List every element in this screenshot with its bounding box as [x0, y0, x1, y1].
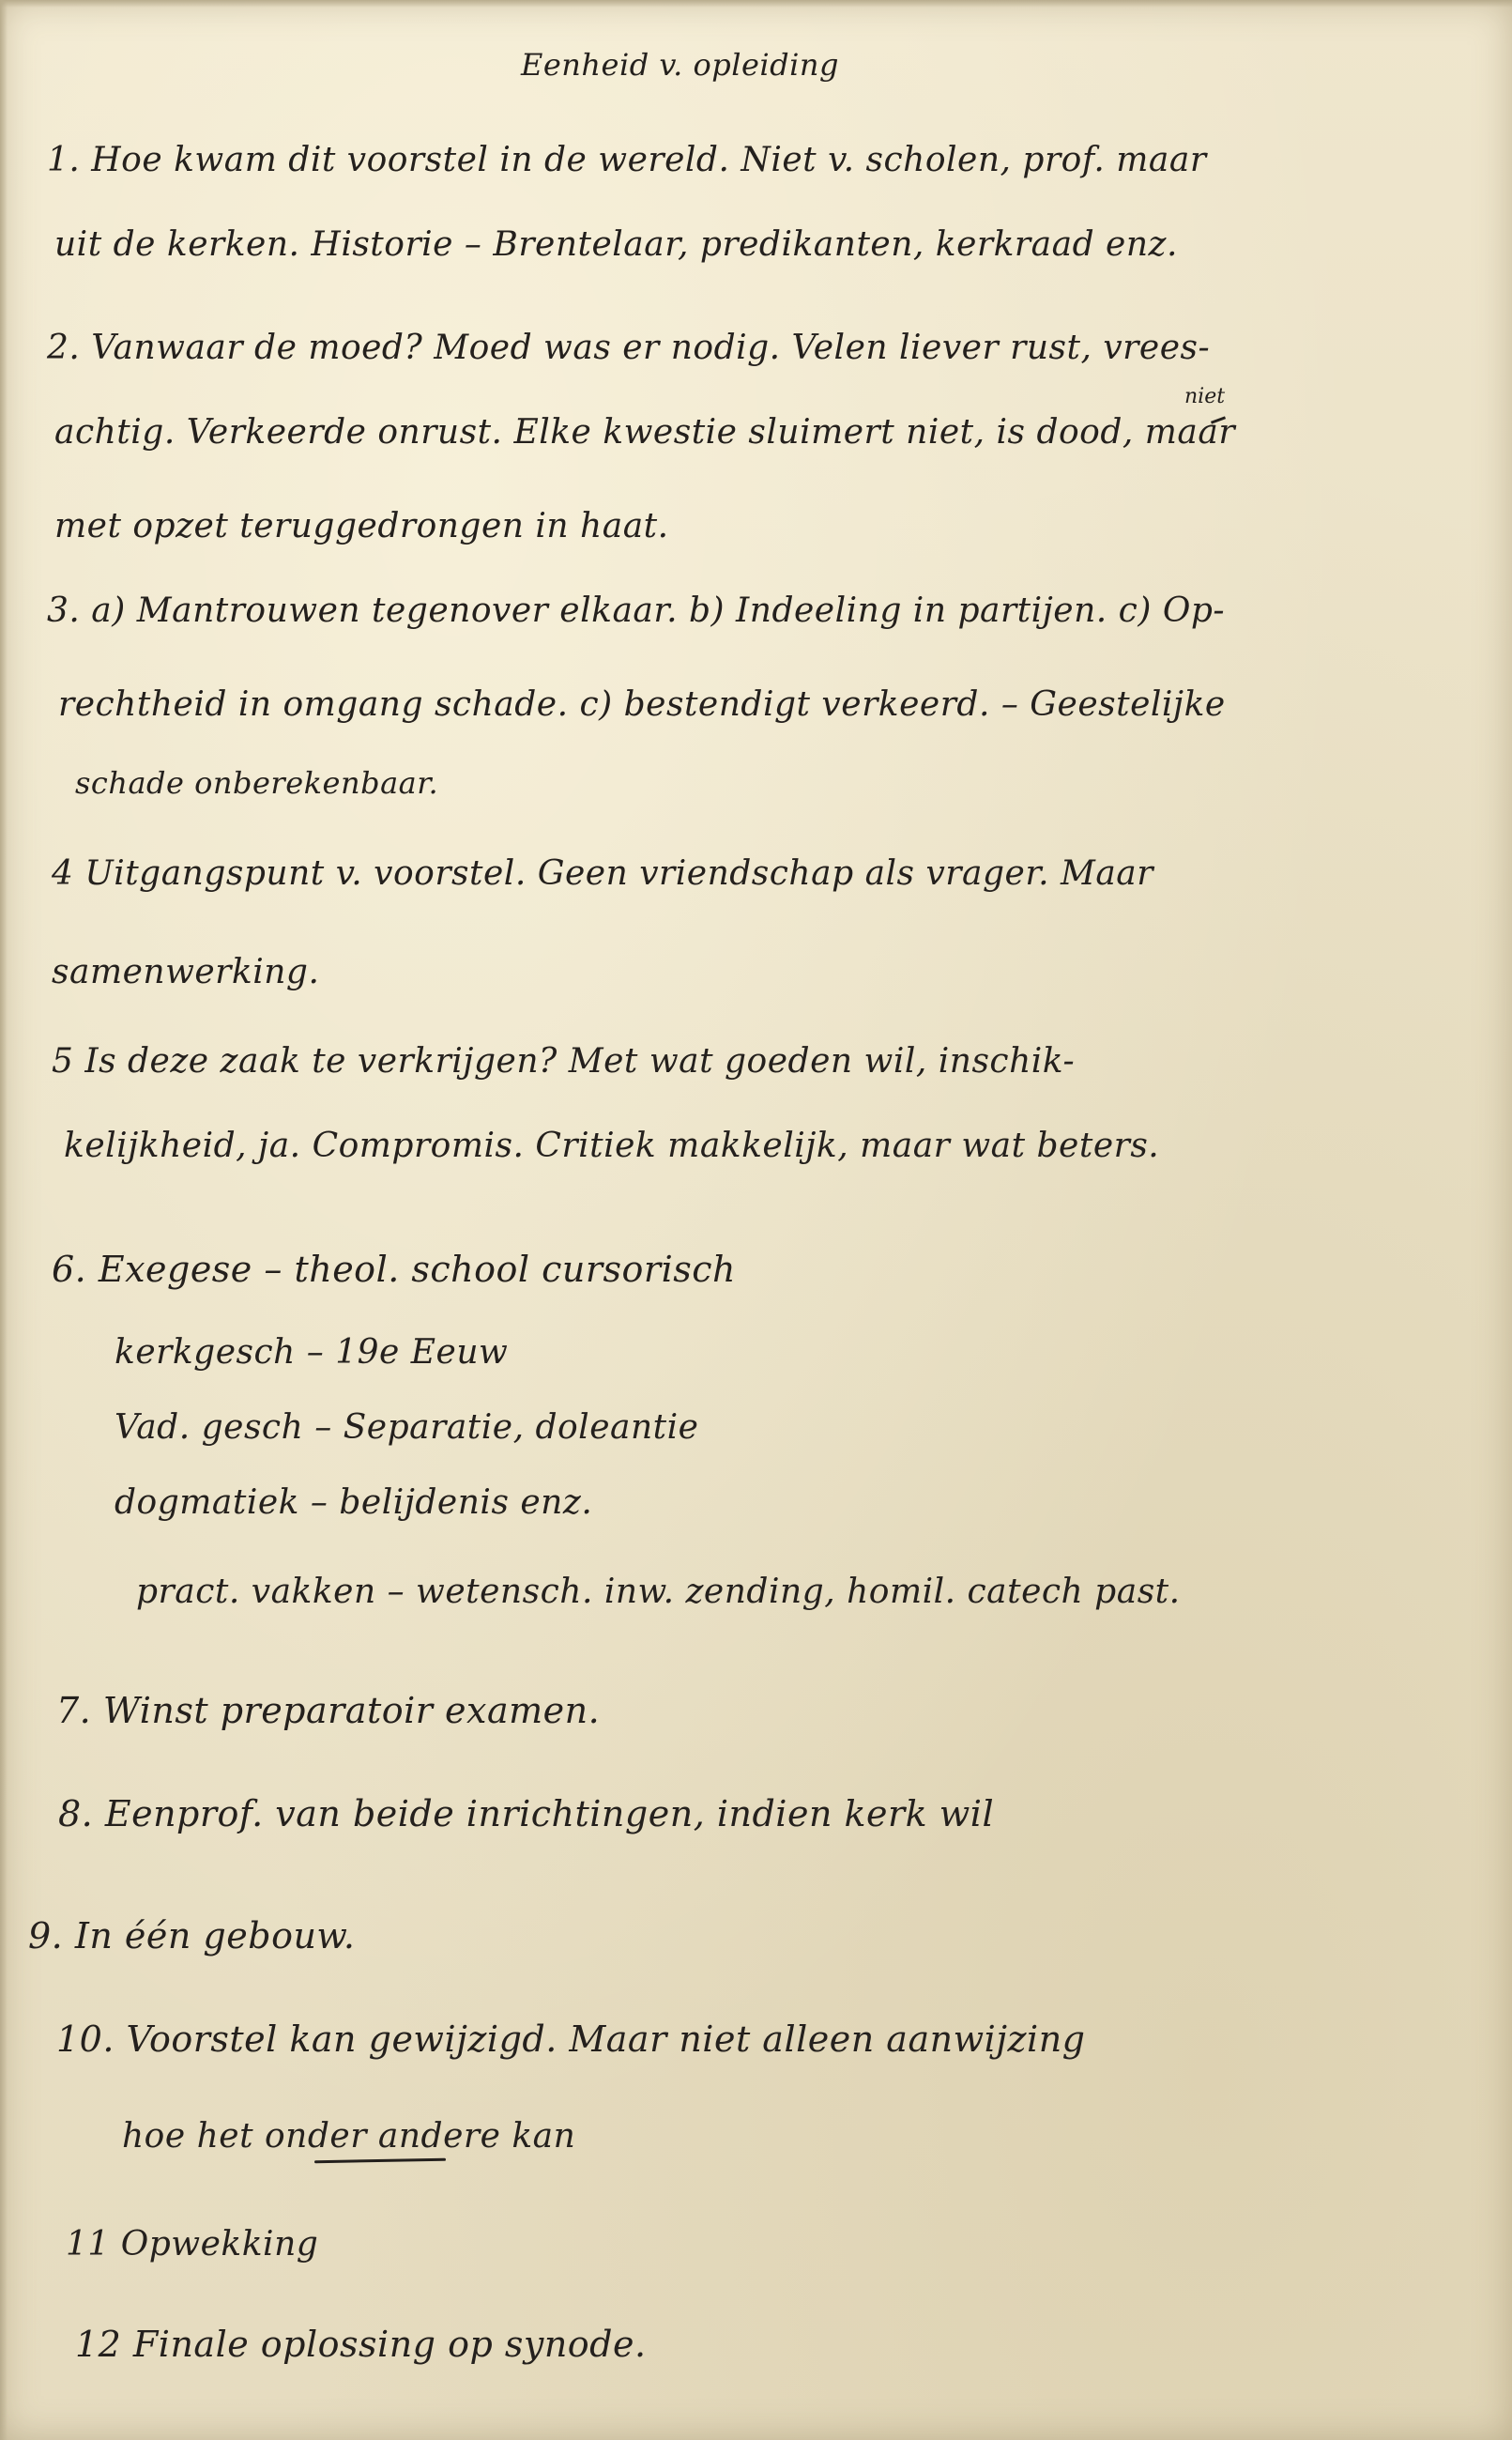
text-line: 9. In één gebouw. — [28, 1915, 356, 1957]
text-line: schade onberekenbaar. — [75, 765, 439, 801]
text-line: 8. Eenprof. van beide inrichtingen, indien kerk wil — [58, 1793, 995, 1834]
text-line: kerkgesch – 19e Eeuw — [115, 1333, 509, 1372]
text-line: kelijkheid, ja. Compromis. Critiek makkelijk, maar wat beters. — [64, 1127, 1160, 1165]
text-line: 4 Uitgangspunt v. voorstel. Geen vriendschap als vrager. Maar — [52, 854, 1153, 893]
text-line: Vad. gesch – Separatie, doleantie — [115, 1408, 699, 1447]
text-line: 5 Is deze zaak te verkrijgen? Met wat goeden wil, inschik- — [52, 1042, 1076, 1081]
text-line: hoe het onder andere kan — [122, 2117, 576, 2156]
page-edge-top — [0, 0, 1512, 8]
text-line: 3. a) Mantrouwen tegenover elkaar. b) Indeeling in partijen. c) Op- — [47, 591, 1226, 630]
text-line: 11 Opwekking — [66, 2225, 319, 2264]
text-line: met opzet teruggedrongen in haat. — [54, 507, 669, 545]
text-line: 2. Vanwaar de moed? Moed was er nodig. Velen liever rust, vrees- — [47, 329, 1211, 367]
page-title: Eenheid v. opleiding — [521, 47, 839, 83]
underline-mark — [314, 2158, 446, 2163]
text-line: 7. Winst preparatoir examen. — [56, 1690, 601, 1731]
interlinear-insertion: niet — [1184, 385, 1226, 408]
text-line: rechtheid in omgang schade. c) bestendigt verkeerd. – Geestelijke — [58, 685, 1226, 724]
text-line: samenwerking. — [52, 953, 320, 991]
text-line: dogmatiek – belijdenis enz. — [115, 1483, 593, 1522]
page-edge-left — [0, 0, 8, 2440]
text-line: 6. Exegese – theol. school cursorisch — [52, 1249, 736, 1290]
text-line: achtig. Verkeerde onrust. Elke kwestie sluimert niet, is dood, maar — [54, 413, 1236, 452]
text-line: 1. Hoe kwam dit voorstel in de wereld. Niet v. scholen, prof. maar — [47, 141, 1207, 179]
text-line: uit de kerken. Historie – Brentelaar, predikanten, kerkraad enz. — [54, 225, 1178, 264]
text-line: 10. Voorstel kan gewijzigd. Maar niet alleen aanwijzing — [56, 2018, 1086, 2060]
text-line: pract. vakken – wetensch. inw. zending, homil. catech past. — [136, 1573, 1181, 1611]
text-line: 12 Finale oplossing op synode. — [75, 2324, 647, 2365]
